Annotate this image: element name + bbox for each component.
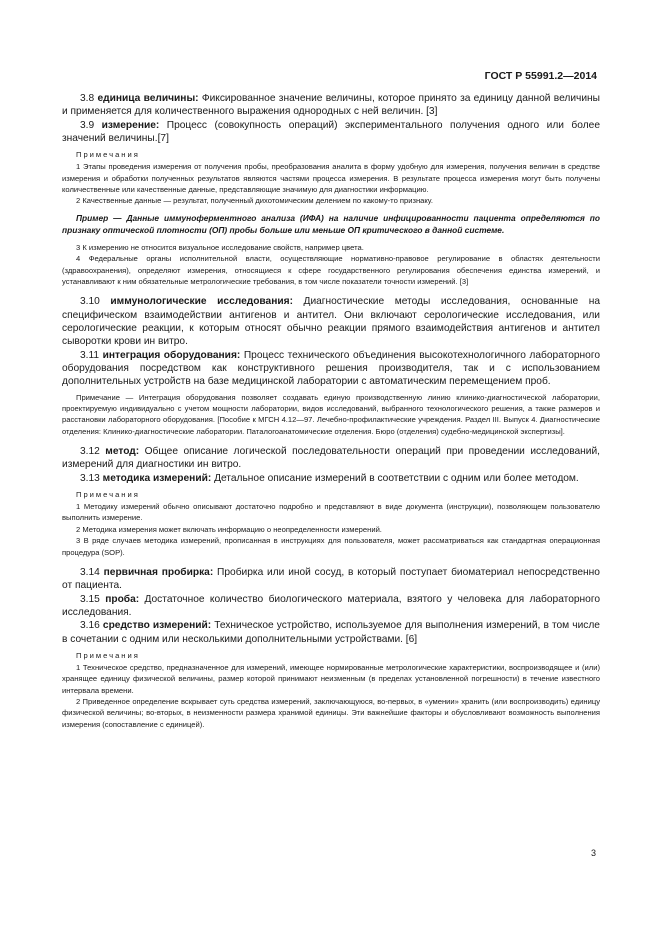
- term-number: 3.16: [80, 620, 100, 632]
- term-number: 3.8: [80, 93, 95, 104]
- term-3-9: [62, 119, 600, 146]
- term-number: 3.12: [80, 446, 100, 458]
- term-definition: Достаточное количество биологического материала, взятого у человека для лабораторного исследования.: [62, 593, 600, 618]
- term-name: средство измерений:: [102, 620, 212, 632]
- term-number: 3.11: [80, 349, 100, 361]
- term-number: 3.15: [80, 593, 100, 605]
- note: 2 Методика измерения может включать информацию о неопределенности измерений.: [76, 524, 382, 534]
- term-3-13: [62, 472, 600, 485]
- document-id: ГОСТ Р 55991.2—2014: [484, 70, 597, 82]
- term-name: интеграция оборудования:: [102, 349, 241, 361]
- term-definition: Пробирка или иной сосуд, в который поступает биоматериал непосредственно от пациента.: [62, 567, 600, 592]
- notes-heading: Примечания: [76, 490, 140, 500]
- note: 4 Федеральные органы исполнительной власти, осуществляющие нормативно-правовое регулирование в областях деятельности (здравоохранения), определяют измерения, относящиеся к сфере государственного регулирования обеспечения единства измерений, и устанавливают к ним обязательные метрологические требования, в том числе показатели точности измерений. [3]: [62, 254, 600, 287]
- term-name: измерение:: [101, 119, 160, 131]
- term-definition: Фиксированное значение величины, которое принято за единицу данной величины и применяется для количественного выражения однородных с ней величин. [3]: [62, 93, 600, 118]
- term-3-8: [62, 92, 600, 119]
- term-number: 3.9: [80, 119, 95, 131]
- term-3-12: [62, 445, 600, 472]
- term-3-16: [62, 619, 600, 646]
- term-definition: Диагностические методы исследования, основанные на специфическом взаимодействии антигенов и антител. Они включают серологические исследования, или серологические реакции, к которым относят обычно реакции прямого взаимодействия антигенов и антител сыворотки крови ин витро.: [62, 296, 600, 348]
- term-name: единица величины:: [97, 93, 199, 104]
- term-definition: Общее описание логической последовательности операций при проведении исследований, измерений для диагностики ин витро.: [62, 446, 600, 471]
- page-number: 3: [590, 848, 596, 858]
- term-3-11: [62, 349, 600, 389]
- note: 3 К измерению не относится визуальное исследование свойств, например цвета.: [76, 242, 364, 252]
- term-number: 3.13: [80, 472, 100, 484]
- term-name: проба:: [105, 593, 140, 605]
- note: 2 Приведенное определение вскрывает суть средства измерений, заключающуюся, во-первых, в «умении» хранить (или воспроизводить) единицу физической величины; во-вторых, в неизменности размера хранимой единицы. Эти важнейшие факторы и обусловливают возможность выполнения измерения (сопоставление с единицей).: [62, 697, 600, 729]
- term-definition: Детальное описание измерений в соответствии с одним или более методом.: [211, 472, 579, 484]
- term-definition: Техническое устройство, используемое для выполнения измерений, в том числе в сочетании с одним или несколькими дополнительными устройствами. [6]: [62, 620, 600, 645]
- note: 1 Этапы проведения измерения от получения пробы, преобразования аналита в форму удобную для измерения, получения величин в средстве измерения и обработки полученных результатов являются частями процесса измерения. В результате процесса измерения могут быть получены количественные или качественные данные, представляющие значимую для диагностики информацию.: [62, 162, 600, 194]
- document-body: [62, 92, 600, 730]
- note: 1 Техническое средство, предназначенное для измерений, имеющее нормированные метрологические характеристики, воспроизводящее и (или) хранящее единицу физической величины, размер которой принимают неизменным (в пределах установленной погрешности) в течение известного интервала времени.: [62, 662, 600, 695]
- notes-heading: Примечания: [76, 650, 140, 660]
- term-3-10: [62, 295, 600, 348]
- note: Примечание — Интеграция оборудования позволяет создавать единую производственную линию клинико-диагностической лаборатории, проектируемую индивидуально с учетом мощности лаборатории, видов исследований, выбранного технологического решения, а также размеров и расстановки лабораторного оборудования. [Пособие к МГСН 4.12—97. Лечебно-профилактические учреждения. Раздел III. Выпуск 4. Диагностические отделения: Клинико-диагностические лаборатории. Паталогоанатомические отделения. Бюро (отделения) судебно-медицинской экспертизы].: [62, 392, 600, 436]
- note: 3 В ряде случаев методика измерений, прописанная в инструкциях для пользователя, может рассматриваться как стандартная операционная процедура (SOP).: [62, 536, 600, 557]
- example: Пример — Данные иммуноферментного анализа (ИФА) на наличие инфицированности пациента определяются по признаку оптической плотности (ОП) пробы больше или меньше ОП критического в данной системе.: [62, 212, 600, 235]
- term-definition: Процесс технического объединения высокотехнологичного лабораторного оборудования посредством как конструктивного решения производителя, так и с использованием дополнительных устройств на базе медицинской лаборатории с автоматическим перемещением проб.: [62, 349, 600, 388]
- notes-heading: Примечания: [76, 150, 140, 160]
- note: 1 Методику измерений обычно описывают достаточно подробно и представляют в виде документа (инструкции), позволяющем пользователю выполнить измерение.: [62, 502, 600, 523]
- term-number: 3.10: [80, 296, 100, 308]
- term-name: иммунологические исследования:: [110, 296, 293, 308]
- term-number: 3.14: [80, 567, 100, 579]
- term-definition: Процесс (совокупность операций) экспериментального получения одного или более значений величины.[7]: [62, 119, 600, 144]
- term-name: методика измерений:: [102, 472, 212, 484]
- term-name: метод:: [105, 446, 140, 458]
- term-name: первичная пробирка:: [103, 567, 214, 579]
- note: 2 Качественные данные — результат, полученный дихотомическим делением по какому-то признаку.: [76, 196, 433, 206]
- term-3-14: [62, 566, 600, 593]
- term-3-15: [62, 593, 600, 620]
